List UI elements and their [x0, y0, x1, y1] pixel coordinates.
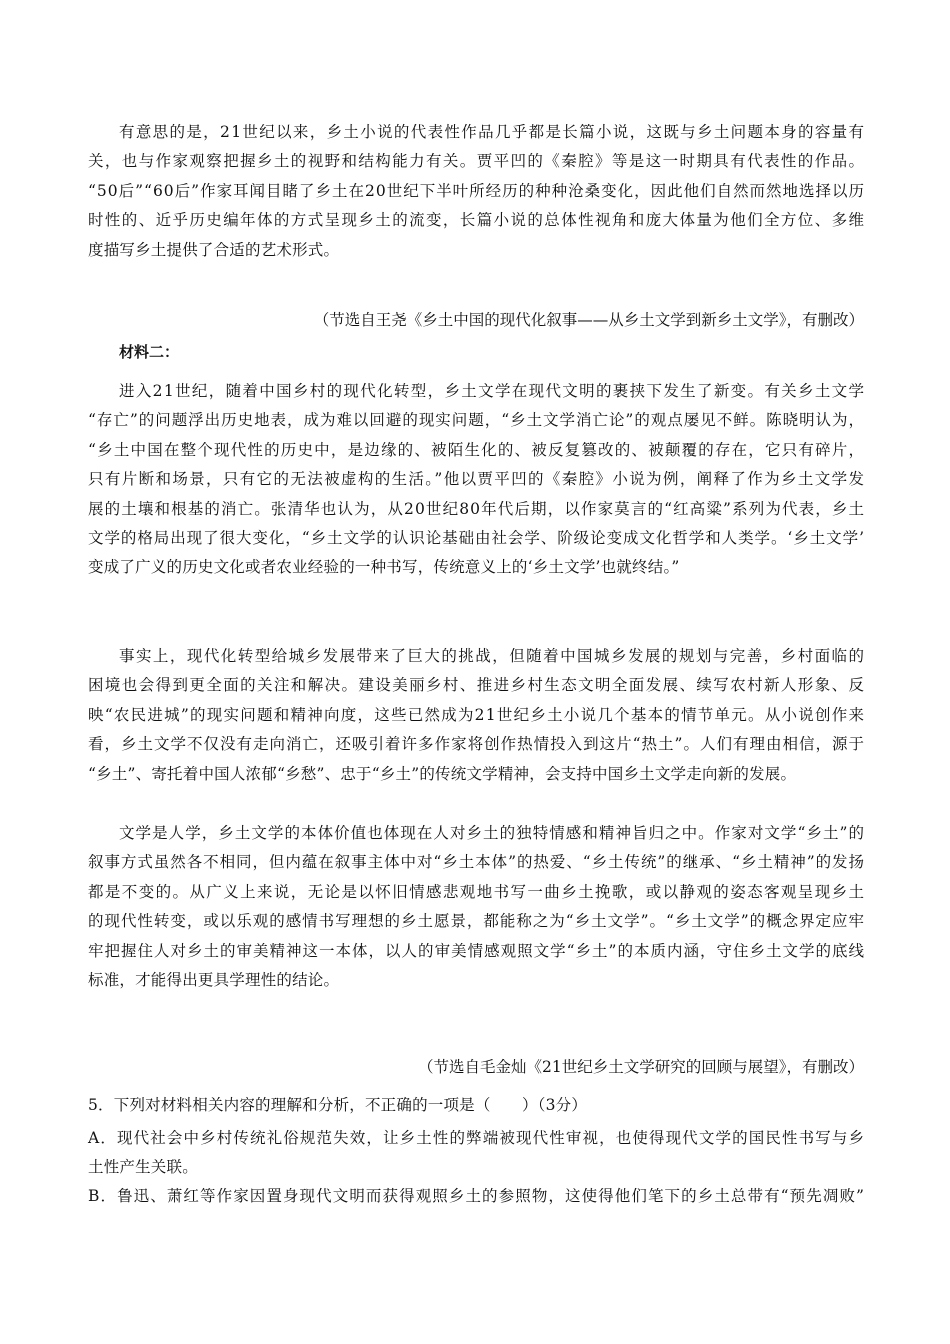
text-line: “乡土中国在整个现代性的历史中，是边缘的、被陌生化的、被反复篡改的、被颠覆的存在，它只有碎片， [88, 440, 866, 459]
option-a-line: A．现代社会中乡村传统礼俗规范失效，让乡土性的弊端被现代性审视，也使得现代文学的国民性书写与乡 [88, 1129, 866, 1147]
text-line: 有意思的是，21世纪以来，乡土小说的代表性作品几乎都是长篇小说，这既与乡土问题本身的容量有 [119, 123, 866, 141]
text-line: 标准，才能得出更具学理性的结论。 [88, 970, 340, 989]
source-citation-1: （节选自王尧《乡土中国的现代化叙事——从乡土文学到新乡土文学》，有删改） [313, 311, 864, 329]
text-line: 文学是人学，乡土文学的本体价值也体现在人对乡土的独特情感和精神旨归之中。作家对文学“乡土”的 [119, 824, 866, 842]
question-stem: 5．下列对材料相关内容的理解和分析，不正确的一项是（ ）（3分） [88, 1096, 588, 1114]
text-line: 变成了广义的历史文化或者农业经验的一种书写，传统意义上的‘乡土文学’也就终结。” [88, 558, 680, 577]
paragraph-3 [88, 642, 864, 789]
text-line: 进入21世纪，随着中国乡村的现代化转型，乡土文学在现代文明的裹挟下发生了新变。有关乡土文学 [119, 382, 866, 400]
text-line: “50后”“60后”作家耳闻目睹了乡土在20世纪下半叶所经历的种种沧桑变化，因此他们自然而然地选择以历 [88, 181, 866, 200]
text-line: 关，也与作家观察把握乡土的视野和结构能力有关。贾平凹的《秦腔》等是这一时期具有代表性的作品。 [88, 152, 866, 171]
text-line: 展的土壤和根基的消亡。张清华也认为，从20世纪80年代后期，以作家莫言的“红高粱”系列为代表，乡土 [88, 499, 866, 518]
source-citation-2: （节选自毛金灿《21世纪乡土文学研究的回顾与展望》，有删改） [418, 1058, 864, 1076]
material-2-heading: 材料二： [119, 343, 180, 361]
paragraph-2 [88, 377, 864, 583]
text-line: 文学的格局出现了很大变化，“乡土文学的认识论基础由社会学、阶级论变成文化哲学和人类学。‘乡土文学’ [88, 528, 865, 547]
option-a-line: 土性产生关联。 [88, 1158, 198, 1176]
text-line: 度描写乡土提供了合适的艺术形式。 [88, 240, 340, 259]
text-line: 的现代性转变，或以乐观的感情书写理想的乡土愿景，都能称之为“乡土文学”。“乡土文学”的概念界定应牢 [88, 912, 865, 931]
paragraph-1 [88, 118, 864, 265]
text-line: 都是不变的。从广义上来说，无论是以怀旧情感悲观地书写一曲乡土挽歌，或以静观的姿态客观呈现乡土 [88, 882, 866, 901]
text-line: 时性的、近乎历史编年体的方式呈现乡土的流变，长篇小说的总体性视角和庞大体量为他们全方位、多维 [88, 211, 866, 230]
paragraph-4 [88, 819, 864, 995]
text-line: “存亡”的问题浮出历史地表，成为难以回避的现实问题，“乡土文学消亡论”的观点屡见不鲜。陈晓明认为， [88, 411, 865, 430]
text-line: “乡土”、寄托着中国人浓郁“乡愁”、忠于“乡土”的传统文学精神，会支持中国乡土文学走向新的发展。 [88, 764, 797, 783]
text-line: 叙事方式虽然各不相同，但内蕴在叙事主体中对“乡土本体”的热爱、“乡土传统”的继承、“乡土精神”的发扬 [88, 853, 865, 872]
option-b-line: B．鲁迅、萧红等作家因置身现代文明而获得观照乡土的参照物，这使得他们笔下的乡土总带有“预先凋败” [88, 1187, 866, 1205]
text-line: 映“农民进城”的现实问题和精神向度，这些已然成为21世纪乡土小说几个基本的情节单元。从小说创作来 [88, 705, 866, 724]
text-line: 困境也会得到更全面的关注和解决。建设美丽乡村、推进乡村生态文明全面发展、续写农村新人形象、反 [88, 676, 866, 695]
text-line: 牢把握住人对乡土的审美精神这一本体，以人的审美情感观照文学“乡土”的本质内涵，守住乡土文学的底线 [88, 941, 865, 960]
text-line: 只有片断和场景，只有它的无法被虚构的生活。”他以贾平凹的《秦腔》小说为例，阐释了作为乡土文学发 [88, 470, 866, 489]
question-5 [88, 1091, 864, 1211]
text-line: 看，乡土文学不仅没有走向消亡，还吸引着许多作家将创作热情投入到这片“热土”。人们有理由相信，源于 [88, 735, 865, 754]
text-line: 事实上，现代化转型给城乡发展带来了巨大的挑战，但随着中国城乡发展的规划与完善，乡村面临的 [119, 647, 866, 665]
